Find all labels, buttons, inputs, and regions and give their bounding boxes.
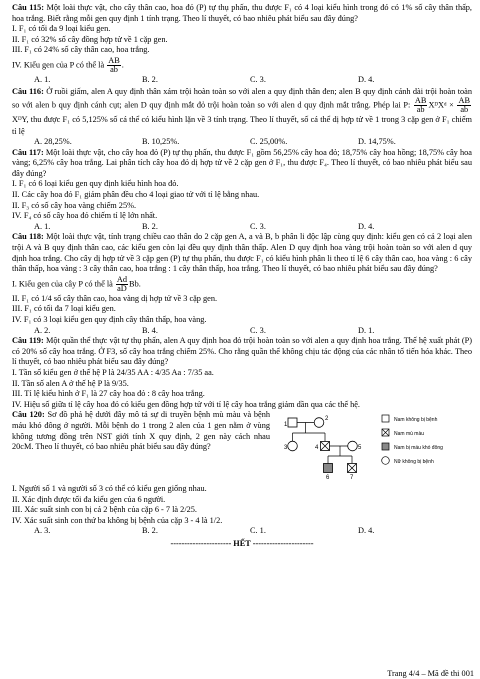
legend-label: Nam không bị bệnh [394, 417, 438, 424]
pedigree-number: 3 [284, 445, 288, 452]
question-number: Câu 116: [12, 86, 44, 96]
option-a[interactable]: A. 2. [34, 325, 51, 335]
option-d[interactable]: D. 14,75%. [358, 137, 396, 147]
statement: IV. F₁ có 3 loại kiểu gen quy định cây thân thấp, hoa vàng. [12, 314, 207, 324]
pedigree-number: 5 [358, 445, 362, 452]
genotype-fraction: $\frac{AB}{ab}$ [108, 55, 120, 74]
pedigree-female-normal [288, 442, 298, 452]
statement: I. F₁ có tối đa 9 loại kiểu gen. [12, 24, 111, 34]
statement: IV. Hiệu số giữa tỉ lệ cây hoa đỏ có kiểu gen đồng hợp tử với tỉ lệ cây hoa trắng giảm dần qua các thế hệ. [12, 399, 361, 409]
statement: IV. Kiểu gen của P có thể là $\frac{AB}{ab}$ . [12, 55, 124, 74]
option-c[interactable]: C. 1. [250, 526, 266, 536]
statement: IV. Xác suất sinh con thứ ba không bị bệnh của cặp 3 - 4 là 1/2. [12, 515, 223, 525]
option-c[interactable]: C. 25,00%. [250, 137, 288, 147]
statement: I. Tần số kiểu gen ở thế hệ P là 24/35 AA : 4/35 Aa : 7/35 aa. [12, 367, 214, 377]
option-a[interactable]: A. 1. [34, 221, 51, 231]
option-a[interactable]: A. 3. [34, 526, 51, 536]
statement: II. F₁ có 1/4 số cây thân cao, hoa vàng dị hợp tử về 3 cặp gen. [12, 293, 218, 303]
question-stem: Một loài thực vật, cho cây thân cao, hoa đỏ (P) tự thụ phấn, thu được F₁ có 4 loại kiểu hình trong đó có 1% số cây thân thấp, hoa trắng. Biết rằng mỗi gen quy định 1 tính trạng. Theo lí thuyết, có bao nhiêu phát biểu sau đây đúng? [12, 3, 472, 23]
answer-options [34, 137, 472, 148]
option-a[interactable]: A. 1. [34, 74, 51, 84]
option-b[interactable]: B. 2. [142, 221, 158, 231]
pedigree-number: 4 [315, 445, 319, 452]
question-117: Câu 117: Một loài thực vật, cho cây hoa đỏ (P) tự thụ phấn, thu được F₁ gồm 56,25% cây hoa đỏ; 18,75% cây hoa hồng; 18,75% cây hoa vàng; 6,25% cây hoa trắng. Lai phân tích cây hoa đỏ dị hợp tử về 2 cặp gen ở F₁, thu được F₄. Theo lí thuyết, có bao nhiêu phát biểu sau đây đúng? I. F₁ có 6 loại kiểu gen quy định kiểu hình hoa đỏ. II. Các cây hoa đỏ F₁ giảm phân đều cho 4 loại giao tử với tỉ lệ bằng nhau. II. F₃ có số cây hoa vàng chiếm 25%. IV. F₄ có số cây hoa đỏ chiếm tỉ lệ lớn nhất. A. 1. B. 2. C. 3. D. 4. [12, 147, 472, 231]
answer-options [34, 526, 472, 537]
pedigree-number: 1 [284, 422, 288, 429]
legend-male-hemophilia-icon [382, 443, 389, 450]
question-120: Câu 120: Sơ đồ phả hệ dưới đây mô tả sự di truyền bệnh mù màu và bệnh máu khó đông ở người. Mỗi bệnh do 1 trong 2 alen của 1 gen nằm ở vùng không tương đồng trên NST giới tính X quy định, 2 gen này cách nhau 20cM. Theo lí thuyết, có bao nhiêu phát biểu sau đây đúng? 1 2 3 4 5 6 7 Nam không bị bệnh Nam mù màu Nam bị máu khó đông Nữ không bị bệnh [12, 410, 472, 484]
statement: III. F₁ có 24% số cây thân cao, hoa trắng. [12, 45, 150, 55]
option-c[interactable]: C. 3. [250, 74, 266, 84]
option-b[interactable]: B. 10,25%. [142, 137, 180, 147]
legend-label: Nam bị máu khó đông [394, 445, 443, 452]
statement: I. F₁ có 6 loại kiểu gen quy định kiểu hình hoa đỏ. [12, 179, 179, 189]
question-number: Câu 120: [12, 410, 45, 420]
statement: II. F₁ có 32% số cây đồng hợp tử về 1 cặp gen. [12, 34, 168, 44]
statement: III. F₁ có tối đa 7 loại kiểu gen. [12, 304, 116, 314]
end-mark: ---------------------- HẾT ---------------------- [170, 538, 314, 548]
question-119: Câu 119: Một quần thể thực vật tự thụ phấn, alen A quy định hoa đỏ trội hoàn toàn so với alen a quy định hoa trắng. Thế hệ xuất phát (P) có 20% số cây hoa trắng. Ở F3, số cây hoa trắng chiếm 25%. Cho rằng quần thể không chịu tác động của các nhân tố tiến hóa khác. Theo lí thuyết, có bao nhiêu phát biểu sau đây đúng? I. Tần số kiểu gen ở thế hệ P là 24/35 AA : 4/35 Aa : 7/35 aa. II. Tần số alen A ở thế hệ P là 9/35. III. Tỉ lệ kiểu hình ở F₁ là 27 cây hoa đỏ : 8 cây hoa trắng. IV. Hiệu số giữa tỉ lệ cây hoa đỏ có kiểu gen đồng hợp tử với tỉ lệ cây hoa trắng giảm dần qua các thế hệ. [12, 336, 472, 409]
question-115 [12, 3, 472, 86]
pedigree-male-normal [288, 418, 297, 427]
genotype-fraction: $\frac{AB}{ab}$ [458, 96, 470, 115]
statement: III. Xác suất sinh con bị cả 2 bệnh của cặp 6 - 7 là 2/25. [12, 505, 198, 515]
question-number: Câu 115: [12, 3, 45, 12]
option-b[interactable]: B. 2. [142, 526, 158, 536]
answer-options [34, 326, 472, 337]
statement: IV. F₄ có số cây hoa đỏ chiếm tỉ lệ lớn nhất. [12, 211, 158, 221]
question-116: Câu 116: Ở ruồi giấm, alen A quy định thân xám trội hoàn toàn so với alen a quy định thân đen; alen B quy định cánh dài trội hoàn toàn so với alen b quy định cánh cụt; alen D quy định mắt đỏ trội hoàn toàn so với alen d quy định mắt trắng. Phép lai P: $\frac{AB}{ab}$ XᴰXᵈ × $\frac{AB}{ab}$ XᴰY, thu được F₁ có 5,125% số cá thể có kiểu hình lặn về 3 tính trạng. Theo lí thuyết, số cá thể dị hợp tử về 1 trong 3 cặp gen ở F₁ chiếm tỉ lệ A. 28,25%. B. 10,25%. C. 25,00%. D. 14,75%. [12, 86, 472, 147]
answer-options [34, 222, 472, 233]
legend-male-normal-icon [382, 415, 389, 422]
statement: I. Người số 1 và người số 3 có thể có kiểu gen giống nhau. [12, 483, 207, 493]
statement: II. Các cây hoa đỏ F₁ giảm phân đều cho 4 loại giao tử với tỉ lệ bằng nhau. [12, 190, 260, 200]
option-d[interactable]: D. 4. [358, 221, 375, 231]
pedigree-number: 6 [326, 475, 330, 481]
pedigree-number: 2 [325, 416, 329, 423]
question-number: Câu 117: [12, 147, 44, 157]
option-d[interactable]: D. 4. [358, 526, 375, 536]
page-footer: Trang 4/4 – Mã đề thi 001 [387, 669, 474, 678]
exam-page [12, 0, 472, 549]
option-b[interactable]: B. 2. [142, 74, 158, 84]
question-number: Câu 118: [12, 232, 44, 242]
pedigree-female-normal [314, 418, 324, 428]
option-c[interactable]: C. 3. [250, 325, 266, 335]
pedigree-number: 7 [350, 475, 354, 481]
question-number: Câu 119: [12, 336, 44, 346]
option-b[interactable]: B. 4. [142, 325, 158, 335]
statement: II. F₃ có số cây hoa vàng chiếm 25%. [12, 200, 137, 210]
legend-female-normal-icon [382, 457, 390, 465]
legend-label: Nam mù màu [394, 431, 425, 438]
option-c[interactable]: C. 3. [250, 221, 266, 231]
question-118: Câu 118: Một loài thực vật, tính trạng chiều cao thân do 2 cặp gen A, a và B, b phân li độc lập cùng quy định: kiểu gen có cả 2 loại alen trội A và B quy định thân cao, các kiểu gen còn lại đều quy định thân thấp. Alen D quy định hoa vàng trội hoàn toàn so với alen d quy định hoa trắng. Cho cây dị hợp tử về 3 cặp gen (P) tự thụ phấn, thu được F₁ có kiểu hình phân li theo tỉ lệ 6 cây thân cao, hoa vàng : 6 cây thân thấp, hoa vàng : 3 cây thân cao, hoa trắng : 1 cây thân thấp, hoa trắng. Theo lí thuyết, có bao nhiêu phát biểu sau đây đúng? I. Kiểu gen của cây P có thể là $\frac{Ad}{aD}$ Bb. II. F₁ có 1/4 số cây thân cao, hoa vàng dị hợp tử về 3 cặp gen. III. F₁ có tối đa 7 loại kiểu gen. IV. F₁ có 3 loại kiểu gen quy định cây thân thấp, hoa vàng. A. 2. B. 4. C. 3. D. 1. [12, 232, 472, 335]
statement: III. Tỉ lệ kiểu hình ở F₁ là 27 cây hoa đỏ : 8 cây hoa trắng. [12, 389, 205, 399]
question-120-statements [12, 484, 472, 537]
option-a[interactable]: A. 28,25%. [34, 137, 72, 147]
pedigree-chart [270, 410, 470, 480]
pedigree-male-hemophilia [324, 464, 333, 473]
genotype-fraction: $\frac{Ad}{aD}$ [116, 274, 128, 293]
pedigree-figure [270, 410, 470, 484]
option-d[interactable]: D. 4. [358, 74, 375, 84]
statement: II. Xác định được tối đa kiểu gen của 6 người. [12, 494, 166, 504]
statement: I. Kiểu gen của cây P có thể là $\frac{Ad}{aD}$ Bb. [12, 274, 141, 293]
statement: II. Tần số alen A ở thế hệ P là 9/35. [12, 378, 129, 388]
legend-label: Nữ không bị bệnh [394, 459, 434, 466]
answer-options [34, 75, 472, 86]
pedigree-female-normal [348, 442, 358, 452]
option-d[interactable]: D. 1. [358, 325, 375, 335]
genotype-fraction: $\frac{AB}{ab}$ [414, 96, 427, 115]
